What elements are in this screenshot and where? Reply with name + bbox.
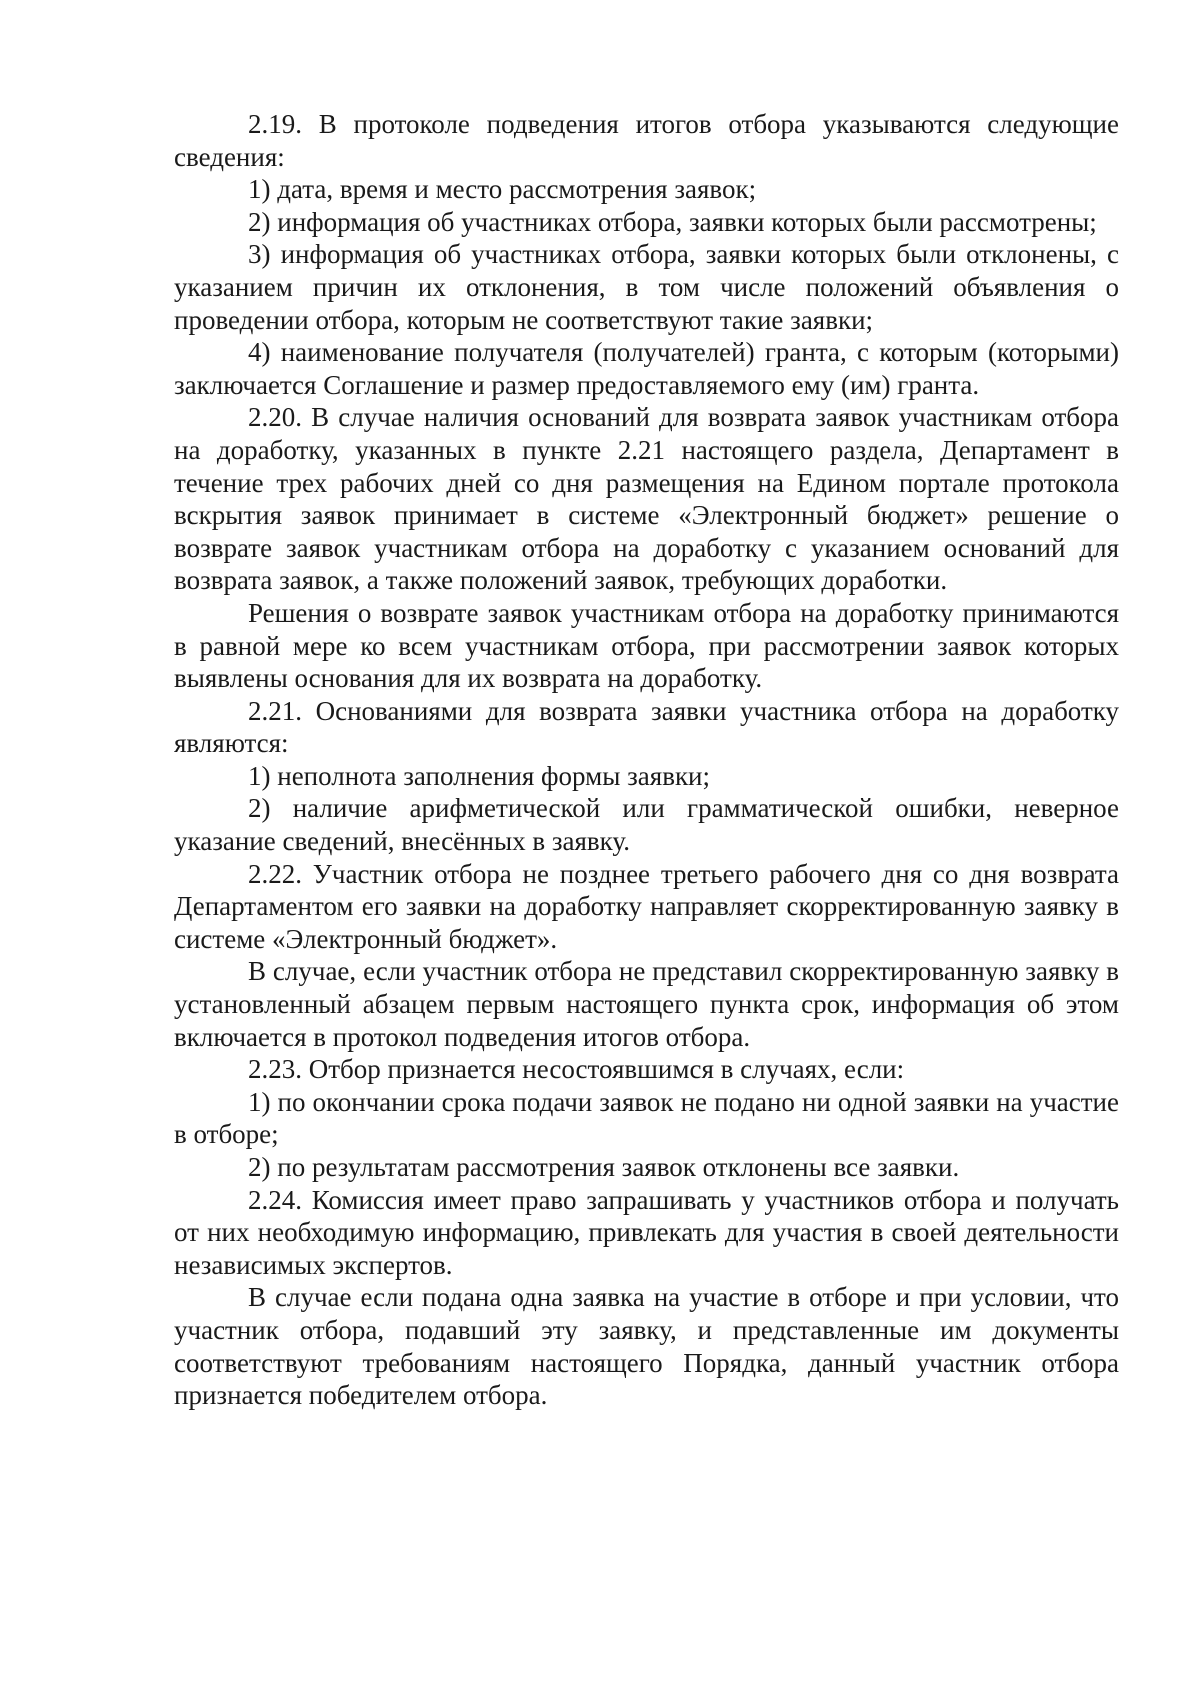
paragraph-2-21: 2.21. Основаниями для возврата заявки участника отбора на доработку являются: [174, 695, 1119, 759]
paragraph-2-19: 2.19. В протоколе подведения итогов отбора указываются следующие сведения: [174, 109, 1119, 172]
list-item-2-23-1: 1) по окончании срока подачи заявок не подано ни одной заявки на участие в отборе; [174, 1086, 1119, 1150]
paragraph-2-24: 2.24. Комиссия имеет право запрашивать у участников отбора и получать от них необходимую информацию, привлекать для участия в своей деятельности независимых экспертов. [174, 1184, 1119, 1280]
paragraph-2-20: 2.20. В случае наличия оснований для возврата заявок участникам отбора на доработку, указанных в пункте 2.21 настоящего раздела, Департамент в течение трех рабочих дней со дня размещения на Едином портале протокола вскрытия заявок принимает в системе «Электронный бюджет» решение о возврате заявок участникам отбора на доработку с указанием оснований для возврата заявок, а также положений заявок, требующих доработки. [174, 402, 1119, 596]
paragraph-2-23: 2.23. Отбор признается несостоявшимся в случаях, если: [248, 1054, 905, 1085]
paragraph-2-24-single-application: В случае если подана одна заявка на участие в отборе и при условии, что участник отбора, подавший эту заявку, и представленные им документы соответствуют требованиям настоящего Порядка, данный участник отбора признается победителем отбора. [174, 1282, 1119, 1411]
list-item-2-19-2: 2) информация об участниках отбора, заявки которых были рассмотрены; [248, 206, 1097, 237]
list-item-2-19-4: 4) наименование получателя (получателей) гранта, с которым (которыми) заключается Соглашение и размер предоставляемого ему (им) гранта. [174, 337, 1119, 400]
list-item-2-21-1: 1) неполнота заполнения формы заявки; [248, 760, 711, 791]
paragraph-2-22-case: В случае, если участник отбора не представил скорректированную заявку в установленный абзацем первым настоящего пункта срок, информация об этом включается в протокол подведения итогов отбора. [174, 956, 1119, 1052]
list-item-2-19-3: 3) информация об участниках отбора, заявки которых были отклонены, с указанием причин их отклонения, в том числе положений объявления о проведении отбора, которым не соответствуют такие заявки; [174, 239, 1119, 335]
list-item-2-19-1: 1) дата, время и место рассмотрения заявок; [248, 174, 757, 205]
list-item-2-23-2: 2) по результатам рассмотрения заявок отклонены все заявки. [248, 1152, 960, 1182]
paragraph-2-20-decisions: Решения о возврате заявок участникам отбора на доработку принимаются в равной мере ко всем участникам отбора, при рассмотрении заявок которых выявлены основания для их возврата на доработку. [174, 597, 1119, 694]
list-item-2-21-2: 2) наличие арифметической или грамматической ошибки, неверное указание сведений, внесённых в заявку. [174, 793, 1119, 857]
document-page [174, 108, 1119, 1412]
paragraph-2-22: 2.22. Участник отбора не позднее третьего рабочего дня со дня возврата Департаментом его заявки на доработку направляет скорректированную заявку в системе «Электронный бюджет». [174, 858, 1119, 954]
